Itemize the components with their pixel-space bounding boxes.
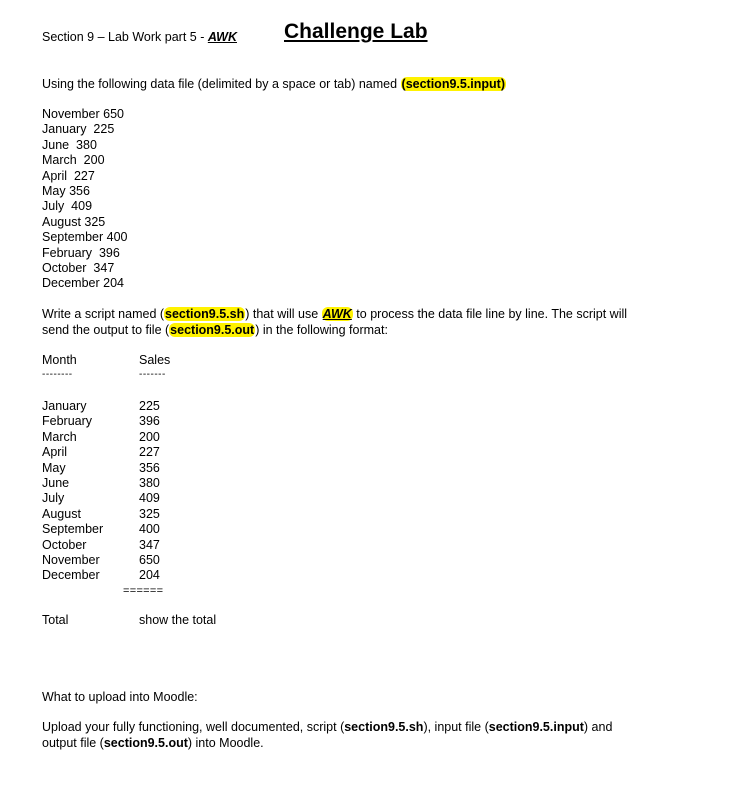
sales-cell: 347 [139, 537, 160, 552]
equals-separator: ====== [123, 585, 164, 597]
upload-script-name: section9.5.sh [344, 720, 424, 734]
data-line: March 200 [42, 153, 105, 168]
instr-text-5: ) in the following format: [255, 322, 388, 337]
sales-column-header: Sales [139, 353, 171, 367]
instr-text-2: ) that will use [245, 307, 322, 321]
month-dash-separator: -------- [42, 369, 73, 380]
month-cell: May [42, 460, 66, 475]
sales-cell: 200 [139, 429, 160, 444]
month-cell: July [42, 491, 65, 506]
data-file-listing [42, 107, 127, 292]
instructions-line-2 [42, 323, 627, 339]
sales-cell: 204 [139, 568, 160, 583]
intro-text: Using the following data file (delimited by a space or tab) named [42, 77, 401, 91]
sales-cell: 380 [139, 476, 160, 491]
upload-heading: What to upload into Moodle: [42, 690, 198, 704]
data-line: November 650 [42, 107, 124, 121]
month-cell: February [42, 414, 93, 429]
data-line: April 227 [42, 168, 95, 183]
data-line: October 347 [42, 261, 115, 276]
input-filename-highlight: (section9.5.input) [401, 77, 506, 91]
data-line: February 396 [42, 245, 120, 260]
sales-cell: 227 [139, 445, 160, 460]
upload-text-2: ), input file ( [423, 720, 489, 734]
month-column-header: Month [42, 353, 77, 367]
upload-text-3: ) and [583, 720, 613, 734]
instructions-line-1 [42, 307, 627, 323]
month-cell: August [42, 506, 81, 521]
upload-text-5: ) into Moodle. [187, 735, 264, 750]
header-section-label [42, 30, 237, 44]
month-column [42, 399, 103, 584]
awk-highlight: AWK [322, 307, 352, 321]
sales-cell: 400 [139, 522, 160, 537]
data-line: August 325 [42, 214, 106, 229]
month-cell: September [42, 522, 104, 537]
instr-text-1: Write a script named ( [42, 307, 165, 321]
data-line: December 204 [42, 276, 124, 291]
month-cell: June [42, 476, 70, 491]
upload-line-2 [42, 736, 612, 752]
month-cell: November [42, 553, 100, 568]
data-line: September 400 [42, 230, 128, 245]
page-title: Challenge Lab [284, 20, 428, 43]
sales-cell: 325 [139, 506, 160, 521]
sales-dash-separator: ------- [139, 369, 166, 380]
instructions-paragraph [42, 307, 627, 338]
output-filename-highlight: section9.5.out [170, 322, 255, 337]
upload-paragraph [42, 720, 612, 751]
data-line: June 380 [42, 137, 97, 152]
month-cell: October [42, 537, 87, 552]
data-line: January 225 [42, 122, 115, 137]
upload-text-1: Upload your fully functioning, well documented, script ( [42, 720, 345, 734]
upload-output-name: section9.5.out [103, 735, 188, 750]
upload-line-1 [42, 720, 612, 736]
sales-cell: 356 [139, 460, 160, 475]
instr-text-3: to process the data file line by line. The script will [352, 307, 628, 321]
month-cell: March [42, 429, 77, 444]
intro-paragraph [42, 77, 506, 91]
instr-text-4: send the output to file ( [42, 322, 170, 337]
data-line: May 356 [42, 184, 90, 199]
month-cell: December [42, 568, 100, 583]
sales-cell: 409 [139, 491, 160, 506]
sales-cell: 225 [139, 399, 160, 413]
sales-cell: 396 [139, 414, 160, 429]
total-value: show the total [139, 613, 217, 627]
awk-label: AWK [207, 30, 237, 44]
script-filename-highlight: section9.5.sh [165, 307, 245, 321]
section-text: Section 9 – Lab Work part 5 - [42, 30, 208, 44]
sales-cell: 650 [139, 553, 160, 568]
total-label: Total [42, 613, 69, 627]
upload-input-name: section9.5.input [488, 720, 584, 734]
upload-text-4: output file ( [42, 735, 104, 750]
month-cell: January [42, 399, 87, 413]
month-cell: April [42, 445, 68, 460]
data-line: July 409 [42, 199, 93, 214]
sales-column [139, 399, 160, 584]
